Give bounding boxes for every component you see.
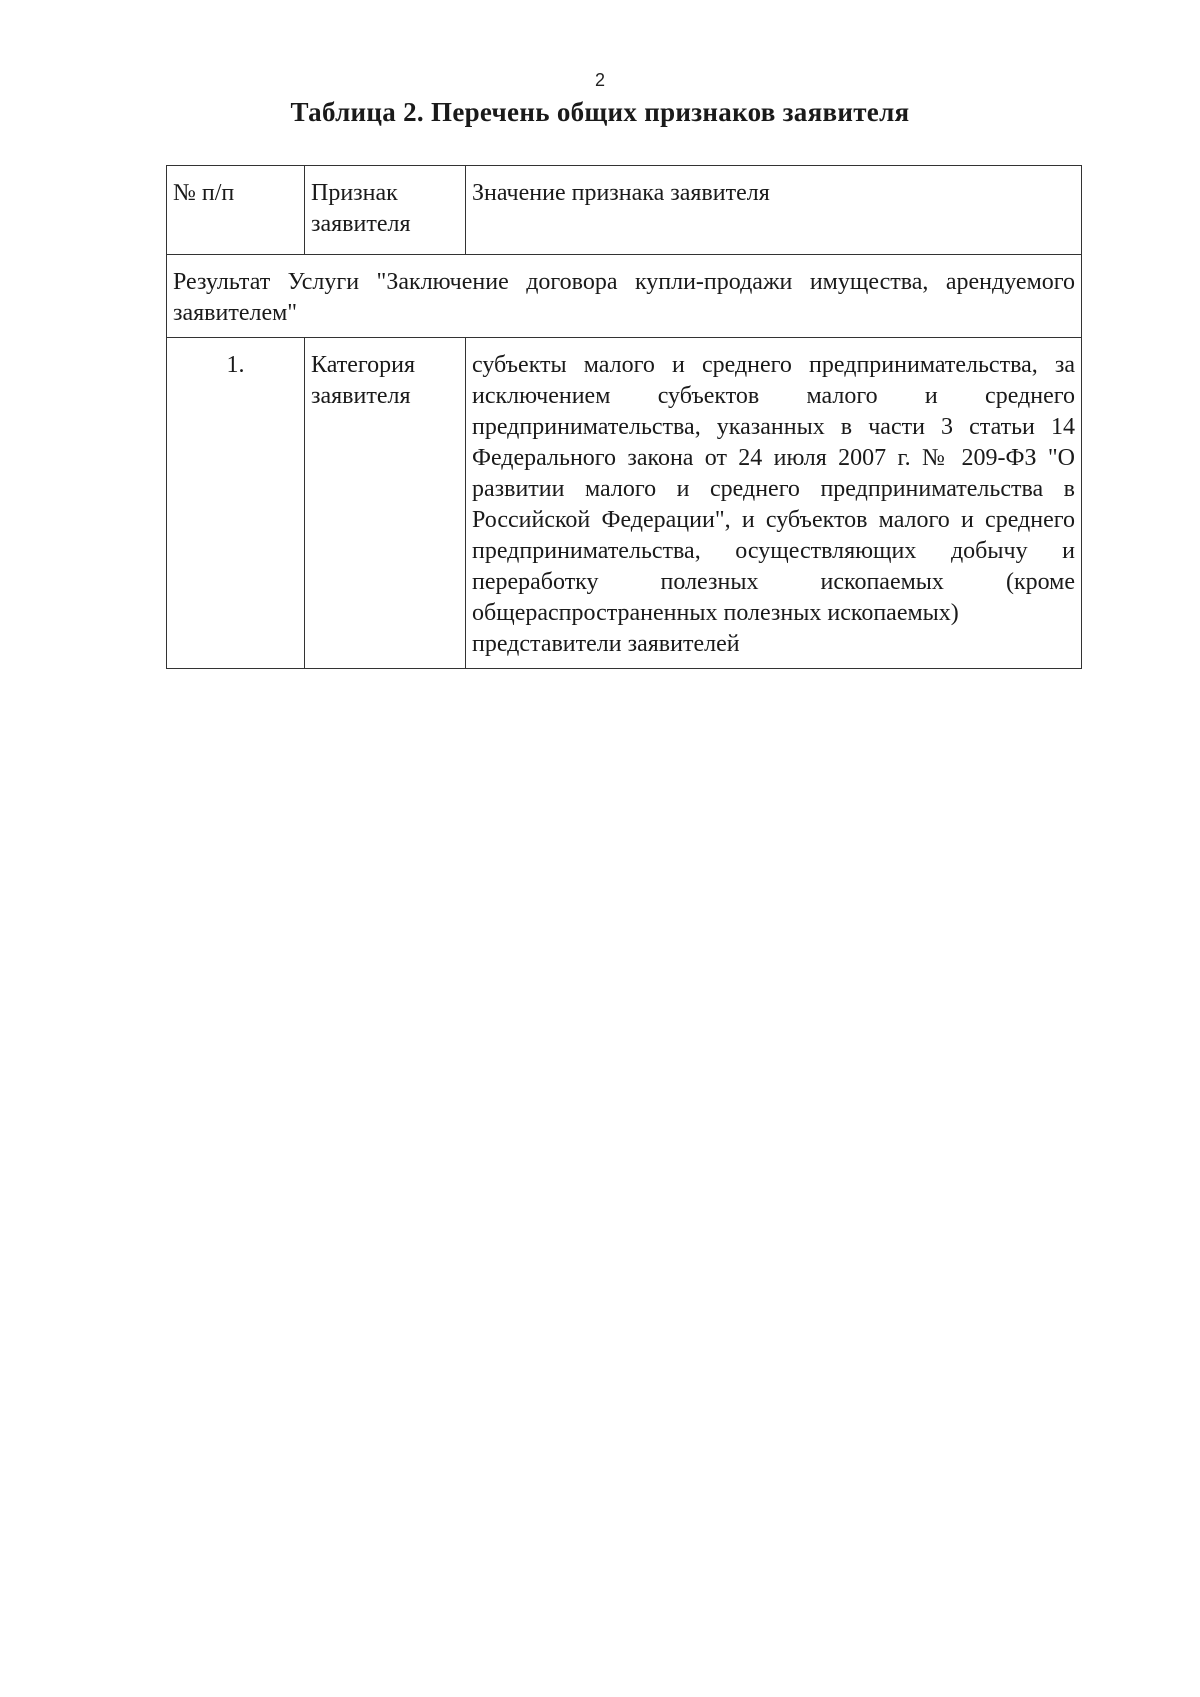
row-value-extra: представители заявителей — [472, 631, 740, 657]
table-section-row — [167, 255, 1082, 338]
row-num: 1. — [167, 338, 305, 669]
row-value — [466, 338, 1082, 669]
header-value: Значение признака заявителя — [466, 166, 1082, 255]
row-attribute: Категория заявителя — [305, 338, 466, 669]
header-attribute: Признак заявителя — [305, 166, 466, 255]
section-result-text: Результат Услуги "Заключение договора купли-продажи имущества, арендуемого заявителем" — [167, 255, 1082, 338]
page-number: 2 — [594, 70, 605, 90]
applicant-attributes-table — [166, 165, 1082, 669]
row-value-text: субъекты малого и среднего предпринимательства, за исключением субъектов малого и среднего предпринимательства, указанных в части 3 статьи 14 Федерального закона от 24 июля 2007 г. № 209-ФЗ "О развитии малого и среднего предпринимательства в Российской Федерации", и субъектов малого и среднего предпринимательства, осуществляющих добычу и переработку полезных ископаемых (кроме общераспространенных полезных ископаемых) — [472, 352, 1075, 626]
header-num: № п/п — [167, 166, 305, 255]
table-row — [167, 338, 1082, 669]
table-title: Таблица 2. Перечень общих признаков заявителя — [290, 97, 910, 127]
table-header-row — [167, 166, 1082, 255]
